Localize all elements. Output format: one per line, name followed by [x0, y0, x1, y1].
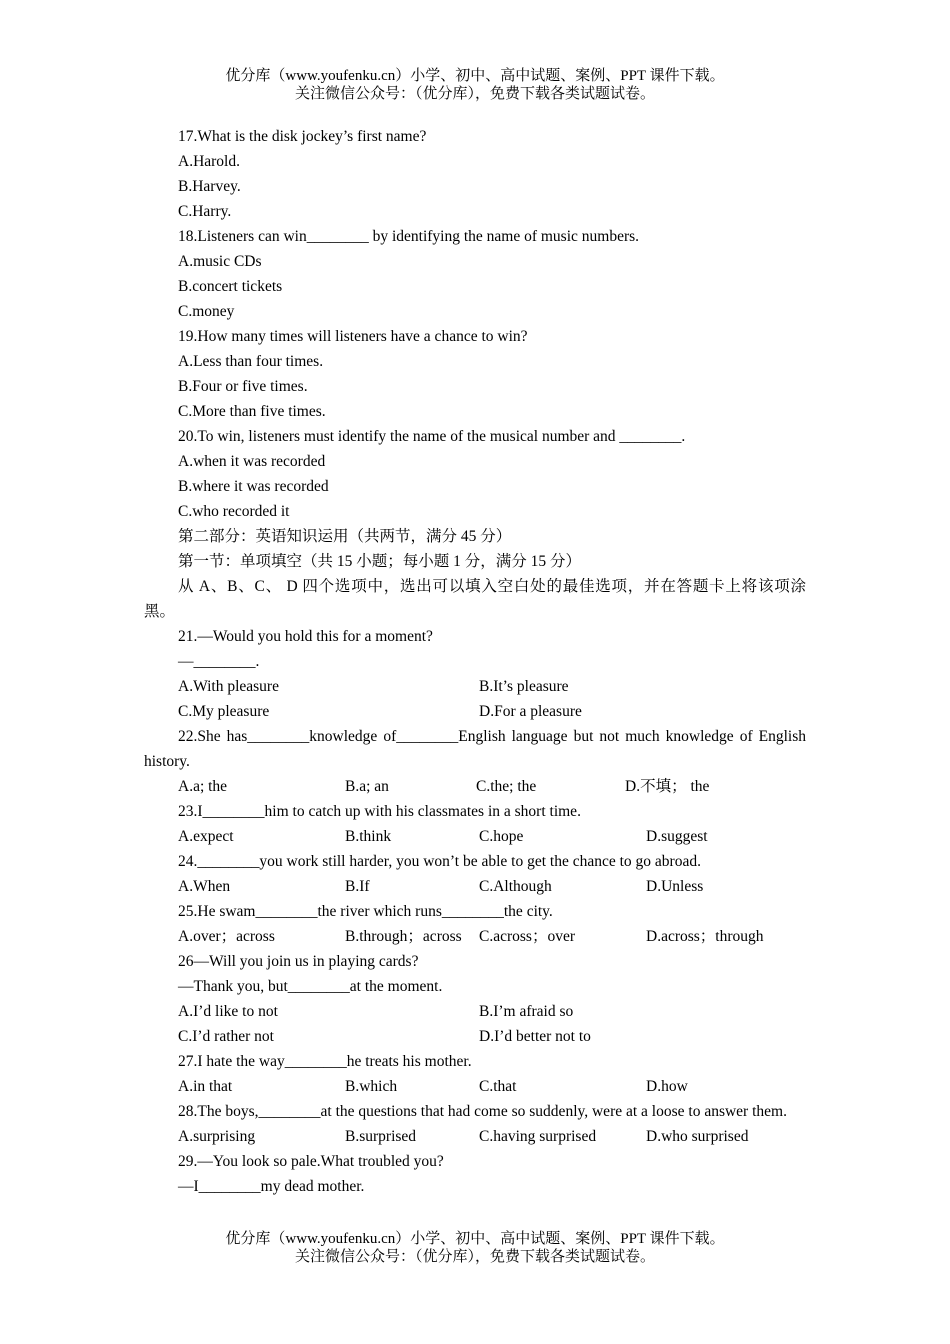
- question-28-stem: 28.The boys,________at the questions that had come so suddenly, were at a loose to answer them.: [178, 1103, 787, 1120]
- question-29-reply: —I________my dead mother.: [178, 1178, 365, 1195]
- question-19-stem: 19.How many times will listeners have a chance to win?: [178, 328, 528, 345]
- question-23-option-b: B.think: [345, 828, 392, 845]
- question-23-option-c: C.hope: [479, 828, 524, 845]
- question-18-option-a: A.music CDs: [178, 253, 262, 270]
- question-22-option-d: D.不填； the: [625, 778, 710, 795]
- question-18-option-c: C.money: [178, 303, 235, 320]
- question-26-stem: 26—Will you join us in playing cards?: [178, 953, 419, 970]
- question-29-stem: 29.—You look so pale.What troubled you?: [178, 1153, 444, 1170]
- question-27-option-c: C.that: [479, 1078, 517, 1095]
- question-24-option-d: D.Unless: [646, 878, 704, 895]
- question-23-stem: 23.I________him to catch up with his classmates in a short time.: [178, 803, 581, 820]
- section-1-instructions: 从 A、B、C、 D 四个选项中，选出可以填入空白处的最佳选项，并在答题卡上将该项涂黑。: [144, 578, 806, 620]
- question-27-option-a: A.in that: [178, 1078, 233, 1095]
- question-20-stem: 20.To win, listeners must identify the name of the musical number and ________.: [178, 428, 686, 445]
- question-26-option-c: C.I’d rather not: [178, 1028, 274, 1045]
- question-24-options: [144, 874, 806, 899]
- question-24-stem: 24.________you work still harder, you won’t be able to get the chance to go abroad.: [178, 853, 701, 870]
- question-28-option-d: D.who surprised: [646, 1128, 749, 1145]
- question-28-option-b: B.surprised: [345, 1128, 417, 1145]
- question-20-option-c: C.who recorded it: [178, 503, 290, 520]
- question-17-option-c: C.Harry.: [178, 203, 232, 220]
- part-2-title: 第二部分：英语知识运用（共两节，满分 45 分）: [178, 528, 512, 545]
- question-21-option-b: B.It’s pleasure: [479, 678, 569, 695]
- question-28-option-c: C.having surprised: [479, 1128, 597, 1145]
- question-21-option-a: A.With pleasure: [178, 678, 279, 695]
- question-24-option-b: B.If: [345, 878, 370, 895]
- question-26-options-row-1: [144, 999, 806, 1024]
- section-1-title: 第一节：单项填空（共 15 小题；每小题 1 分，满分 15 分）: [178, 553, 582, 570]
- header-line-1: 优分库（www.youfenku.cn）小学、初中、高中试题、案例、PPT 课件下载。: [225, 68, 725, 84]
- header-line-2: 关注微信公众号：（优分库），免费下载各类试题试卷。: [294, 86, 655, 102]
- question-26-reply: —Thank you, but________at the moment.: [178, 978, 443, 995]
- question-27-option-b: B.which: [345, 1078, 398, 1095]
- question-21-option-d: D.For a pleasure: [479, 703, 582, 720]
- question-22-option-b: B.a; an: [345, 778, 389, 795]
- question-19-option-c: C.More than five times.: [178, 403, 326, 420]
- question-25-stem: 25.He swam________the river which runs________the city.: [178, 903, 553, 920]
- question-28-option-a: A.surprising: [178, 1128, 256, 1145]
- question-21-reply: —________.: [178, 653, 260, 670]
- question-26-options-row-2: [144, 1024, 806, 1049]
- question-21-options-row-1: [144, 674, 806, 699]
- question-22-option-c: C.the; the: [476, 778, 537, 795]
- question-23-options: [144, 824, 806, 849]
- exam-content: [144, 124, 806, 1199]
- page-footer: [0, 1230, 950, 1266]
- question-17-stem: 17.What is the disk jockey’s first name?: [178, 128, 427, 145]
- question-21-option-c: C.My pleasure: [178, 703, 270, 720]
- question-20-option-a: A.when it was recorded: [178, 453, 326, 470]
- question-26-option-d: D.I’d better not to: [479, 1028, 591, 1045]
- question-25-option-b: B.through；across: [345, 928, 462, 945]
- question-22-option-a: A.a; the: [178, 778, 228, 795]
- page-header: [0, 67, 950, 103]
- question-25-option-c: C.across；over: [479, 928, 575, 945]
- question-28-options: [144, 1124, 806, 1149]
- footer-line-1: 优分库（www.youfenku.cn）小学、初中、高中试题、案例、PPT 课件下载。: [225, 1231, 725, 1247]
- question-27-stem: 27.I hate the way________he treats his mother.: [178, 1053, 472, 1070]
- question-20-option-b: B.where it was recorded: [178, 478, 329, 495]
- question-17-option-a: A.Harold.: [178, 153, 240, 170]
- question-27-option-d: D.how: [646, 1078, 688, 1095]
- question-18-stem: 18.Listeners can win________ by identifying the name of music numbers.: [178, 228, 640, 245]
- question-26-option-a: A.I’d like to not: [178, 1003, 278, 1020]
- question-22-stem: 22.She has________knowledge of________English language but not much knowledge of English history.: [144, 728, 806, 770]
- question-26-option-b: B.I’m afraid so: [479, 1003, 574, 1020]
- question-18-option-b: B.concert tickets: [178, 278, 283, 295]
- question-17-option-b: B.Harvey.: [178, 178, 241, 195]
- question-21-stem: 21.—Would you hold this for a moment?: [178, 628, 433, 645]
- question-25-options: [144, 924, 806, 949]
- question-23-option-d: D.suggest: [646, 828, 708, 845]
- question-19-option-a: A.Less than four times.: [178, 353, 324, 370]
- question-22-options: [144, 774, 806, 799]
- question-21-options-row-2: [144, 699, 806, 724]
- question-23-option-a: A.expect: [178, 828, 234, 845]
- question-24-option-c: C.Although: [479, 878, 552, 895]
- footer-line-2: 关注微信公众号：（优分库），免费下载各类试题试卷。: [294, 1249, 655, 1265]
- question-25-option-d: D.across；through: [646, 928, 764, 945]
- question-27-options: [144, 1074, 806, 1099]
- question-19-option-b: B.Four or five times.: [178, 378, 308, 395]
- question-25-option-a: A.over；across: [178, 928, 275, 945]
- question-24-option-a: A.When: [178, 878, 231, 895]
